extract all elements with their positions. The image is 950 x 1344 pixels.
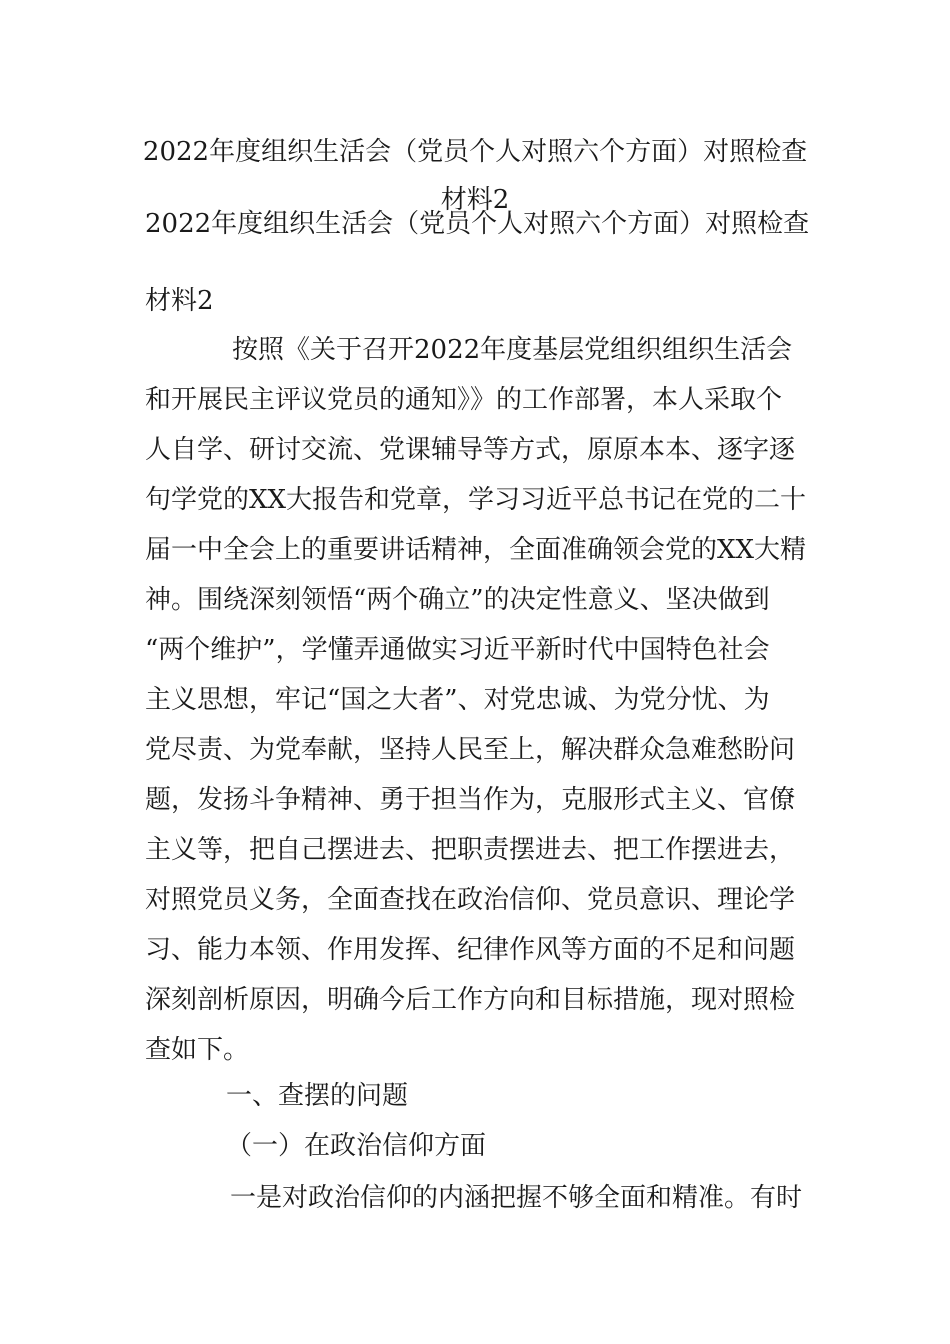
paragraph-line-12: 对照党员义务，全面查找在政治信仰、党员意识、理论学 xyxy=(145,885,796,915)
paragraph-line-3: 人自学、研讨交流、党课辅导等方式，原原本本、逐字逐 xyxy=(145,435,796,465)
document-title-line-2: 材料2 xyxy=(440,185,510,215)
paragraph-line-11: 主义等，把自己摆进去、把职责摆进去、把工作摆进去， xyxy=(145,835,796,865)
paragraph-line-9: 党尽责、为党奉献，坚持人民至上，解决群众急难愁盼问 xyxy=(145,735,796,765)
subsection-heading: （一）在政治信仰方面 xyxy=(226,1131,487,1161)
paragraph-line-5: 届一中全会上的重要讲话精神，全面准确领会党的XX大精 xyxy=(145,535,807,565)
paragraph-line-7: “两个维护”，学懂弄通做实习近平新时代中国特色社会 xyxy=(145,635,770,665)
document-title-line-1: 2022年度组织生活会（党员个人对照六个方面）对照检查 xyxy=(142,137,808,167)
document-subtitle-line-1: 2022年度组织生活会（党员个人对照六个方面）对照检查 xyxy=(145,209,810,239)
paragraph-line-15: 查如下。 xyxy=(145,1035,250,1065)
paragraph-line-13: 习、能力本领、作用发挥、纪律作风等方面的不足和问题 xyxy=(145,935,796,965)
paragraph-line-1: 按照《关于召开2022年度基层党组织组织生活会 xyxy=(232,335,793,365)
paragraph-line-4: 句学党的XX大报告和党章，学习习近平总书记在党的二十 xyxy=(145,485,807,515)
paragraph-line-6: 神。围绕深刻领悟“两个确立”的决定性意义、坚决做到 xyxy=(145,585,770,615)
document-subtitle-line-2: 材料2 xyxy=(145,286,214,316)
paragraph-line-10: 题，发扬斗争精神、勇于担当作为，克服形式主义、官僚 xyxy=(145,785,796,815)
paragraph-line-8: 主义思想，牢记“国之大者”、对党忠诚、为党分忧、为 xyxy=(145,685,770,715)
paragraph-continuation-line: 一是对政治信仰的内涵把握不够全面和精准。有时 xyxy=(230,1183,803,1213)
section-heading: 一、查摆的问题 xyxy=(226,1081,409,1111)
paragraph-line-14: 深刻剖析原因，明确今后工作方向和目标措施，现对照检 xyxy=(145,985,796,1015)
paragraph-line-2: 和开展民主评议党员的通知》》的工作部署，本人采取个 xyxy=(145,385,783,415)
